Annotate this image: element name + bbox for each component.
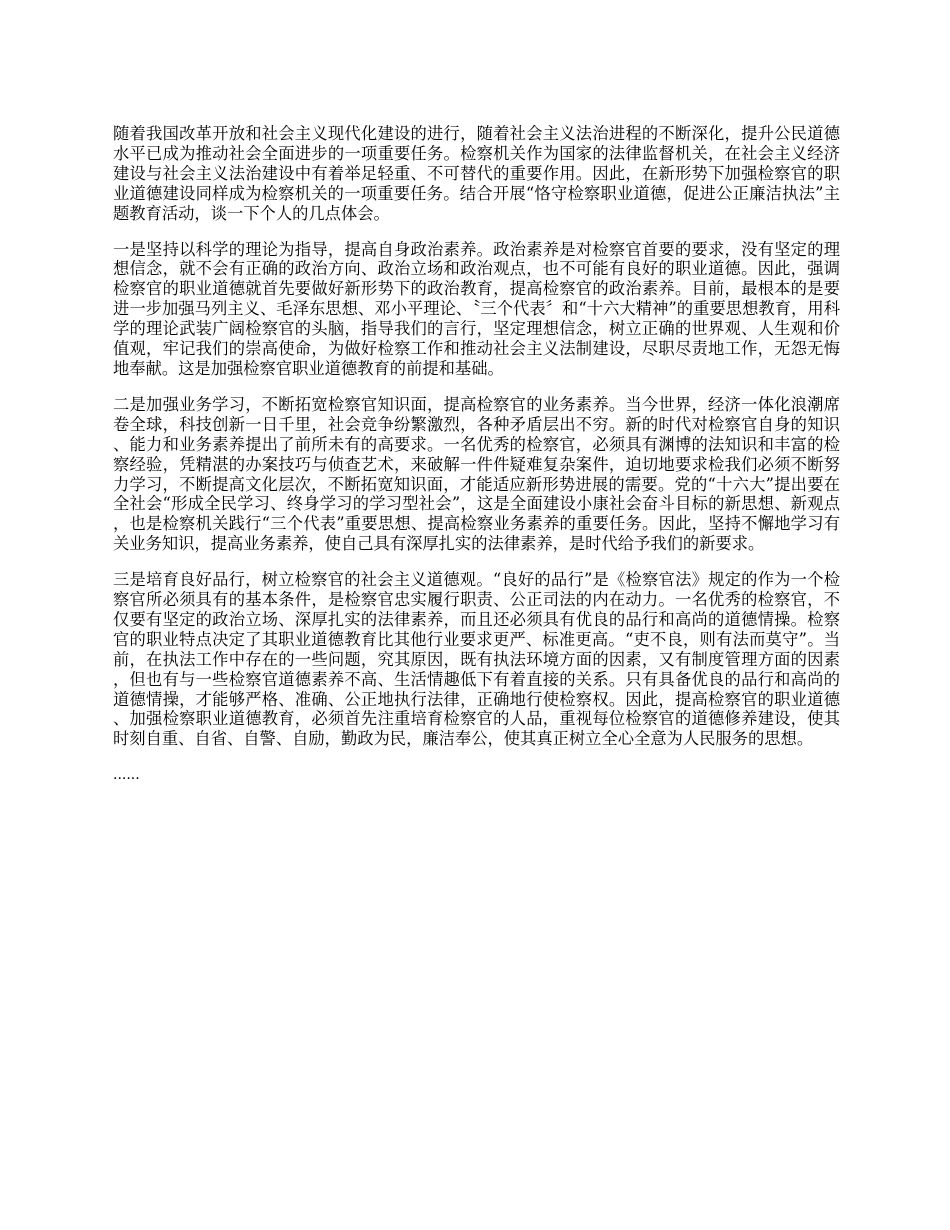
continuation-ellipsis: ...... xyxy=(113,767,140,784)
paragraph-intro: 随着我国改革开放和社会主义现代化建设的进行，随着社会主义法治进程的不断深化，提升公民道德水平已成为推动社会全面进步的一项重要任务。检察机关作为国家的法律监督机关，在社会主义经济建设与社会主义法治建设中有着举足轻重、不可替代的重要作用。因此，在新形势下加强检察官的职业道德建设同样成为检察机关的一项重要任务。结合开展“恪守检察职业道德，促进公正廉洁执法”主题教育活动，谈一下个人的几点体会。 xyxy=(113,124,840,223)
document-body xyxy=(113,124,840,785)
paragraph-professional-study: 二是加强业务学习，不断拓宽检察官知识面，提高检察官的业务素养。当今世界，经济一体化浪潮席卷全球，科技创新一日千里，社会竞争纷繁激烈，各种矛盾层出不穷。新的时代对检察官自身的知识、能力和业务素养提出了前所未有的高要求。一名优秀的检察官，必须具有渊博的法知识和丰富的检察经验，凭精湛的办案技巧与侦查艺术，来破解一件件疑难复杂案件，迫切地要求检我们必须不断努力学习，不断提高文化层次，不断拓宽知识面，才能适应新形势进展的需要。党的“十六大”提出要在全社会“形成全民学习、终身学习的学习型社会”，这是全面建设小康社会奋斗目标的新思想、新观点，也是检察机关践行“三个代表”重要思想、提高检察业务素养的重要任务。因此，坚持不懈地学习有关业务知识，提高业务素养，使自己具有深厚扎实的法律素养，是时代给予我们的新要求。 xyxy=(113,394,840,554)
paragraph-political-literacy: 一是坚持以科学的理论为指导，提高自身政治素养。政治素养是对检察官首要的要求，没有坚定的理想信念，就不会有正确的政治方向、政治立场和政治观点，也不可能有良好的职业道德。因此，强调检察官的职业道德就首先要做好新形势下的政治教育，提高检察官的政治素养。目前，最根本的是要进一步加强马列主义、毛泽东思想、邓小平理论、〝三个代表〞和“十六大精神”的重要思想教育，用科学的理论武装广阔检察官的头脑，指导我们的言行，坚定理想信念，树立正确的世界观、人生观和价值观，牢记我们的崇高使命，为做好检察工作和推动社会主义法制建设，尽职尽责地工作，无怨无悔地奉献。这是加强检察官职业道德教育的前提和基础。 xyxy=(113,239,840,378)
paragraph-moral-character: 三是培育良好品行，树立检察官的社会主义道德观。“良好的品行”是《检察官法》规定的作为一个检察官所必须具有的基本条件，是检察官忠实履行职责、公正司法的内在动力。一名优秀的检察官，不仅要有坚定的政治立场、深厚扎实的法律素养，而且还必须具有优良的品行和高尚的道德情操。检察官的职业特点决定了其职业道德教育比其他行业要求更严、标准更高。“吏不良，则有法而莫守”。当前，在执法工作中存在的一些问题，究其原因，既有执法环境方面的因素，又有制度管理方面的因素，但也有与一些检察官道德素养不高、生活情趣低下有着直接的关系。只有具备优良的品行和高尚的道德情操，才能够严格、准确、公正地执行法律，正确地行使检察权。因此，提高检察官的职业道德、加强检察职业道德教育，必须首先注重培育检察官的人品，重视每位检察官的道德修养建设，使其时刻自重、自省、自警、自励，勤政为民，廉洁奉公，使其真正树立全心全意为人民服务的思想。 xyxy=(113,570,840,749)
